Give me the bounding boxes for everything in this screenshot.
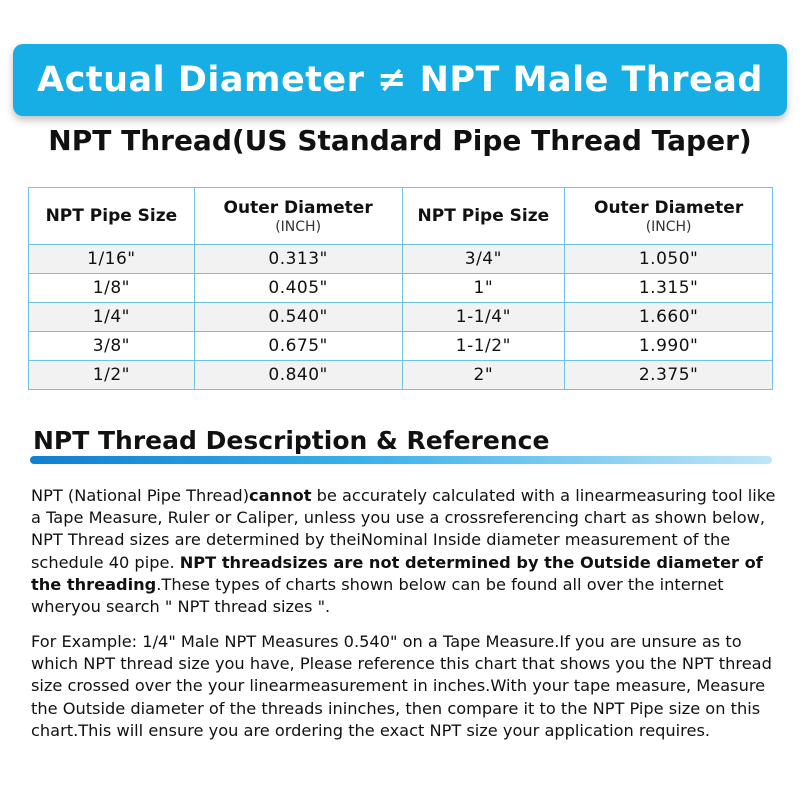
table-cell: 1.050" — [565, 245, 773, 274]
table-row — [29, 332, 773, 361]
table-row — [29, 361, 773, 390]
p1-text-a: NPT (National Pipe Thread) — [31, 486, 250, 505]
table-cell: 3/4" — [402, 245, 565, 274]
table-row — [29, 245, 773, 274]
table-cell: 1/2" — [29, 361, 195, 390]
table-cell: 0.675" — [194, 332, 402, 361]
description-paragraph-1 — [31, 485, 781, 618]
table-subtitle: NPT Thread(US Standard Pipe Thread Taper) — [48, 124, 752, 157]
table-cell: 1-1/4" — [402, 303, 565, 332]
header-outer-diameter-1: Outer Diameter (INCH) — [194, 188, 402, 245]
description-paragraph-2: For Example: 1/4" Male NPT Measures 0.540" on a Tape Measure.If you are unsure as to which NPT thread size you have, Please reference this chart that shows you the NPT thread size crossed over the your linearmeasurement in inches.With your tape measure, Measure the Outside diameter of the threads ininches, then compare it to the NPT Pipe size on this chart.This will ensure you are ordering the exact NPT size your application requires. — [31, 632, 772, 740]
p1-bold-cannot: cannot — [249, 486, 312, 505]
table-row — [29, 274, 773, 303]
table-cell: 3/8" — [29, 332, 195, 361]
table-row — [29, 303, 773, 332]
table-cell: 0.313" — [194, 245, 402, 274]
title-banner — [13, 44, 787, 116]
header-unit-2: (INCH) — [645, 218, 692, 235]
table-cell: 1/16" — [29, 245, 195, 274]
table-header-row — [29, 188, 773, 245]
table-cell: 2" — [402, 361, 565, 390]
header-npt-pipe-size-2: NPT Pipe Size — [402, 188, 565, 245]
section-title: NPT Thread Description & Reference — [33, 426, 550, 455]
table-cell: 1/4" — [29, 303, 195, 332]
p1-bold-statement: NPT threadsizes are not determined by the Outside diameter of the threading — [31, 552, 763, 594]
p1-text-c: be accurately calculated with a linearmeasuring tool like a Tape Measure, Ruler or Caliper, unless you use a crossreferencing chart as shown below, NPT Thread sizes are determined by theiNominal Inside diameter measurement of the schedule 40 pipe. — [31, 486, 776, 572]
table-cell: 1.660" — [565, 303, 773, 332]
header-npt-pipe-size-1: NPT Pipe Size — [29, 188, 195, 245]
table-cell: 0.405" — [194, 274, 402, 303]
table-cell: 1" — [402, 274, 565, 303]
section-accent-bar — [30, 456, 772, 464]
header-unit-1: (INCH) — [275, 218, 322, 235]
table-cell: 2.375" — [565, 361, 773, 390]
table-cell: 1/8" — [29, 274, 195, 303]
table-cell: 0.540" — [194, 303, 402, 332]
table-cell: 1.315" — [565, 274, 773, 303]
table-cell: 0.840" — [194, 361, 402, 390]
banner-title: Actual Diameter ≠ NPT Male Thread — [37, 60, 763, 100]
table-cell: 1.990" — [565, 332, 773, 361]
table-cell: 1-1/2" — [402, 332, 565, 361]
npt-size-table — [28, 187, 773, 390]
p1-text-e: .These types of charts shown below can be found all over the internet wheryou search " NPT thread sizes ". — [31, 574, 724, 617]
header-outer-diameter-2: Outer Diameter (INCH) — [565, 188, 773, 245]
